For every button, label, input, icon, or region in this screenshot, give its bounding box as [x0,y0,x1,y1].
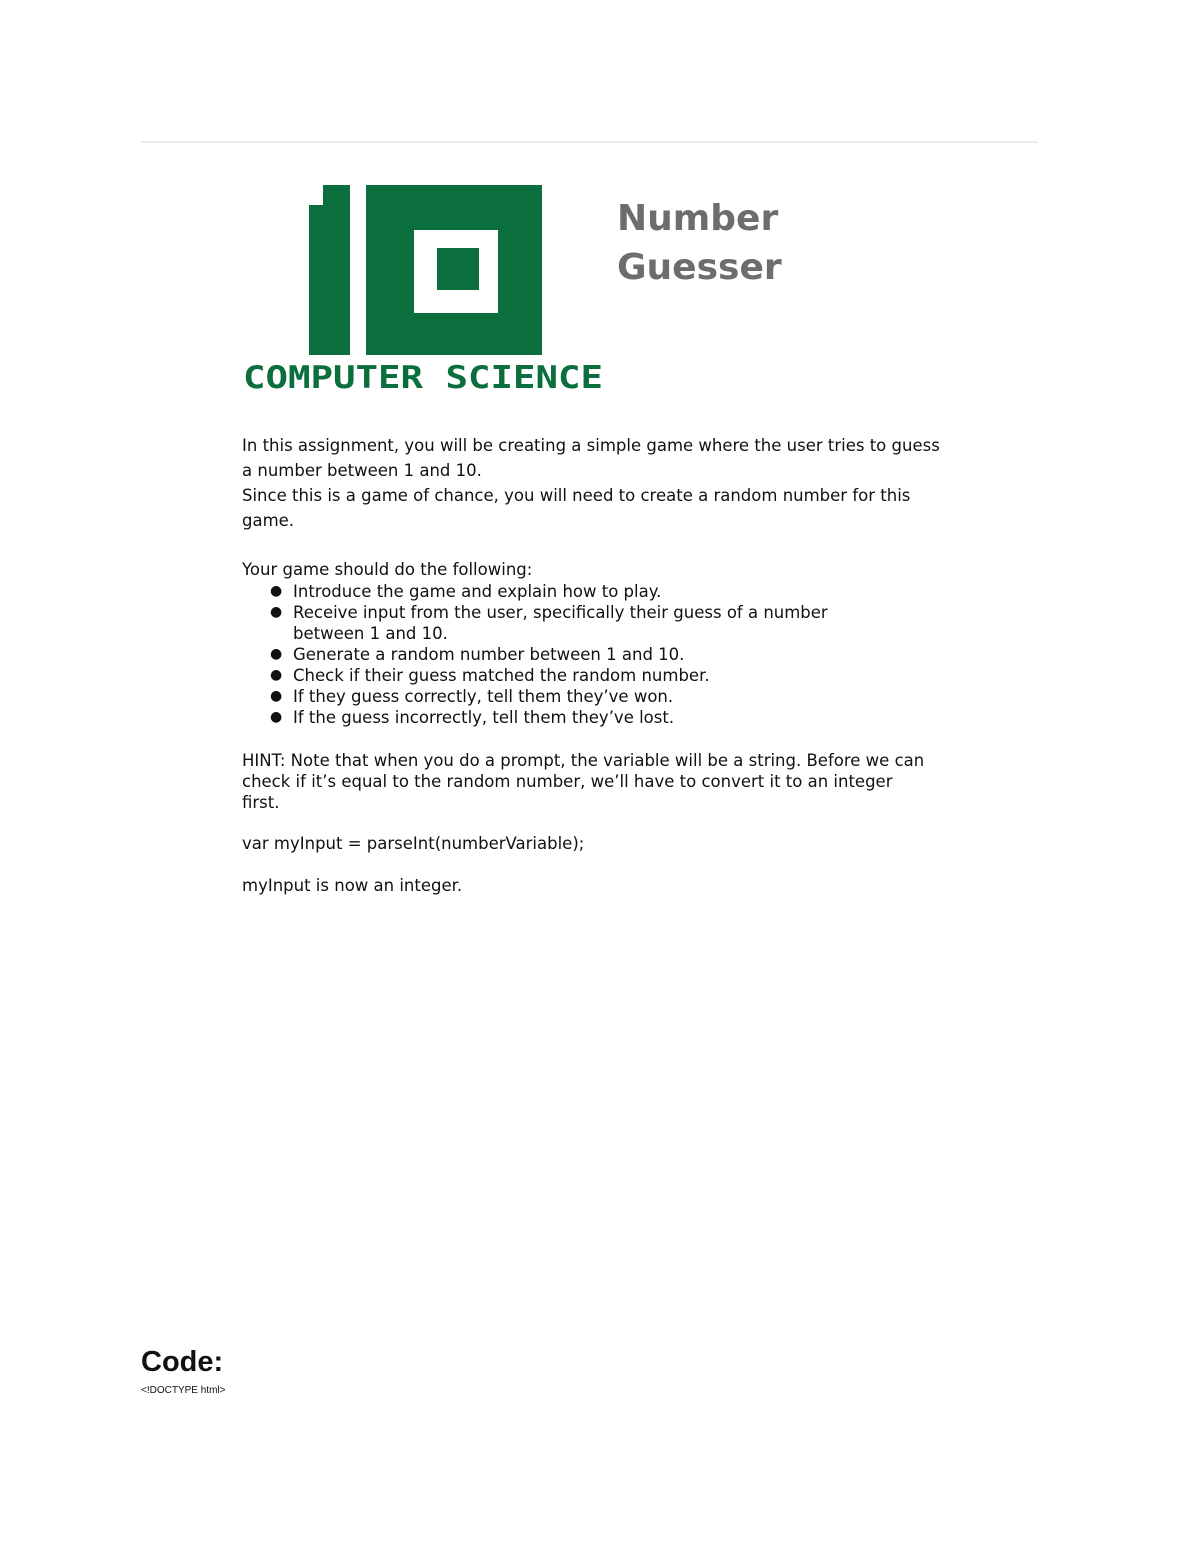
bullet-icon: ● [270,667,283,683]
bullet-icon: ● [270,583,283,599]
hint-paragraph: HINT: Note that when you do a prompt, the variable will be a string. Before we can check if it’s equal to the random number, we’ll have to convert it to an integer first. [242,751,925,812]
list-item-text: Generate a random number between 1 and 10. [293,645,685,664]
io-logo [243,185,605,395]
logo-one-stem [323,185,350,355]
list-item [270,644,893,665]
list-item [270,602,893,644]
bullet-icon: ● [270,646,283,662]
list-item [270,581,893,602]
requirements-list [242,581,942,728]
code-heading: Code: [141,1346,224,1378]
intro-paragraph-2: Since this is a game of chance, you will need to create a random number for this game. [242,486,911,530]
list-item [270,707,893,728]
list-item-text: Check if their guess matched the random number. [293,666,710,685]
logo-zero-center [437,248,479,290]
bullet-icon: ● [270,604,283,620]
logo-one-flag [309,205,327,355]
top-divider [141,141,1038,143]
requirements-lead: Your game should do the following: [242,560,533,579]
title-line-1: Number [617,198,779,239]
code-example: var myInput = parseInt(numberVariable); [242,834,585,853]
intro-paragraph-1: In this assignment, you will be creating a simple game where the user tries to guess a number between 1 and 10. [242,436,940,480]
bullet-icon: ● [270,688,283,704]
page-title [617,194,877,292]
code-first-line: <!DOCTYPE html> [141,1385,226,1396]
list-item [270,686,893,707]
list-item-text: If they guess correctly, tell them they’ve won. [293,687,674,706]
list-item-text: If the guess incorrectly, tell them they’ve lost. [293,708,675,727]
assignment-body [242,433,942,897]
title-line-2: Guesser [617,247,782,288]
list-item-text: Receive input from the user, specifically their guess of a number between 1 and 10. [293,603,828,643]
list-item [270,665,893,686]
list-item-text: Introduce the game and explain how to play. [293,582,662,601]
logo-text: COMPUTER SCIENCE [243,360,603,395]
bullet-icon: ● [270,709,283,725]
intro-section [242,433,942,533]
code-note: myInput is now an integer. [242,876,463,895]
